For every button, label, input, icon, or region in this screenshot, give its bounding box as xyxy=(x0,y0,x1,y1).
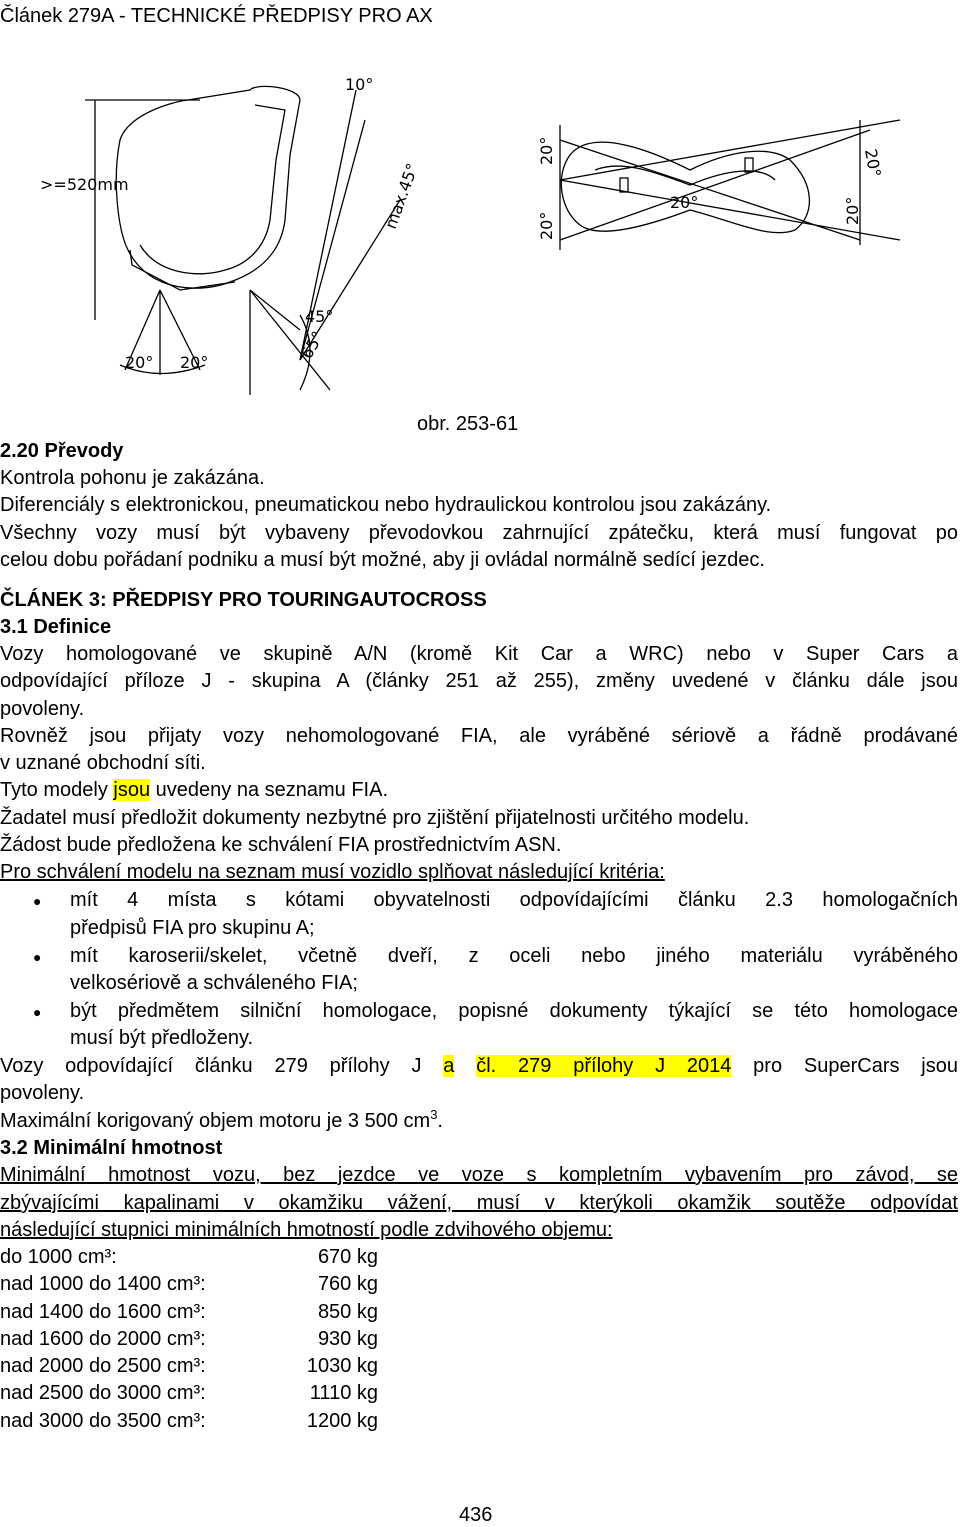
text-run: . xyxy=(437,1110,443,1132)
weight-value: 760 kg xyxy=(317,1273,378,1295)
list-item: musí být předloženy. xyxy=(70,1027,254,1049)
paragraph: Kontrola pohonu je zakázána. xyxy=(0,467,265,489)
paragraph: následující stupnici minimálních hmotností podle zdvihového objemu: xyxy=(0,1219,613,1241)
highlighted-text: a xyxy=(443,1055,455,1077)
figure-label: 10° xyxy=(345,75,374,94)
figure-label: 45° xyxy=(305,307,334,326)
figure-label: 20° xyxy=(537,136,556,165)
paragraph: v uznané obchodní síti. xyxy=(0,752,206,774)
text-run: uvedeny na seznamu FIA. xyxy=(150,779,389,801)
highlighted-text: čl. 279 přílohy J 2014 xyxy=(476,1055,732,1077)
weight-value: 1030 kg xyxy=(306,1355,378,1377)
paragraph: celou dobu pořádaní podniku a musí být možné, aby ji ovládal normálně sedící jezdec. xyxy=(0,549,765,571)
paragraph: Pro schválení modelu na seznam musí vozidlo splňovat následující kritéria: xyxy=(0,861,665,883)
weight-value: 1200 kg xyxy=(306,1410,378,1432)
figure-caption: obr. 253-61 xyxy=(417,413,519,435)
figure-label: 20° xyxy=(670,193,699,212)
superscript: 3 xyxy=(430,1107,438,1122)
paragraph: Diferenciály s elektronickou, pneumatickou nebo hydraulickou kontrolou jsou zakázány. xyxy=(0,494,772,516)
list-item: předpisů FIA pro skupinu A; xyxy=(70,917,315,939)
weight-range: nad 1600 do 2000 cm³: xyxy=(0,1328,206,1350)
section-heading: 3.1 Definice xyxy=(0,616,112,638)
paragraph: Rovněž jsou přijaty vozy nehomologované FIA, ale vyráběné sériově a řádně prodávané xyxy=(0,725,958,747)
weight-range: nad 3000 do 3500 cm³: xyxy=(0,1410,206,1432)
highlighted-text: jsou xyxy=(113,779,151,801)
list-item: velkosériově a schváleného FIA; xyxy=(70,972,358,994)
paragraph: Žadatel musí předložit dokumenty nezbytné pro zjištění přijatelnosti určitého modelu. xyxy=(0,807,750,829)
list-item: mít 4 místa s kótami obyvatelnosti odpovídajícími článku 2.3 homologačních xyxy=(70,889,958,911)
text-run: Vozy odpovídající článku 279 přílohy J xyxy=(0,1055,444,1077)
page-number: 436 xyxy=(459,1504,493,1526)
paragraph: povoleny. xyxy=(0,1082,85,1104)
figure-label: 20° xyxy=(843,196,862,225)
weight-range: nad 2000 do 2500 cm³: xyxy=(0,1355,206,1377)
weight-value: 930 kg xyxy=(317,1328,378,1350)
paragraph xyxy=(0,1109,443,1133)
list-item: mít karoserii/skelet, včetně dveří, z oceli nebo jiného materiálu vyráběného xyxy=(70,945,958,967)
section-heading: 2.20 Převody xyxy=(0,440,124,462)
paragraph xyxy=(0,1054,958,1078)
paragraph: Vozy homologované ve skupině A/N (kromě Kit Car a WRC) nebo v Super Cars a xyxy=(0,643,958,665)
weight-range: nad 2500 do 3000 cm³: xyxy=(0,1382,206,1404)
weight-range: nad 1400 do 1600 cm³: xyxy=(0,1301,206,1323)
paragraph: Žádost bude předložena ke schválení FIA prostřednictvím ASN. xyxy=(0,834,562,856)
paragraph xyxy=(0,778,388,802)
paragraph: povoleny. xyxy=(0,698,85,720)
seat-angle-figure xyxy=(0,60,960,420)
figure-label: 20° xyxy=(537,211,556,240)
text-run: Tyto modely xyxy=(0,779,114,801)
figure-label: 65° xyxy=(297,327,328,362)
article-heading: ČLÁNEK 3: PŘEDPISY PRO TOURINGAUTOCROSS xyxy=(0,589,487,611)
list-item: být předmětem silniční homologace, popisné dokumenty týkající se této homologace xyxy=(70,1000,958,1022)
figure-label: >=520mm xyxy=(40,175,129,194)
section-heading: 3.2 Minimální hmotnost xyxy=(0,1137,223,1159)
bullet-icon: ● xyxy=(33,893,42,909)
seat-top-view xyxy=(560,120,900,250)
paragraph: Minimální hmotnost vozu, bez jezdce ve voze s kompletním vybavením pro závod, se xyxy=(0,1164,958,1186)
bullet-icon: ● xyxy=(33,1004,42,1020)
weight-value: 1110 kg xyxy=(309,1382,378,1404)
text-run: Maximální korigovaný objem motoru je 3 500 cm xyxy=(0,1110,431,1132)
weight-range: do 1000 cm³: xyxy=(0,1246,117,1268)
page-header: Článek 279A - TECHNICKÉ PŘEDPISY PRO AX xyxy=(0,5,433,27)
bullet-icon: ● xyxy=(33,949,42,965)
weight-value: 850 kg xyxy=(317,1301,378,1323)
paragraph: Všechny vozy musí být vybaveny převodovkou zahrnující zpátečku, která musí fungovat po xyxy=(0,522,958,544)
figure-label: 20° xyxy=(861,147,885,179)
seat-side-view xyxy=(85,86,400,395)
weight-range: nad 1000 do 1400 cm³: xyxy=(0,1273,206,1295)
paragraph: zbývajícími kapalinami v okamžiku vážení, musí v kterýkoli okamžik soutěže odpovídat xyxy=(0,1192,958,1214)
paragraph: odpovídající příloze J - skupina A (články 251 až 255), změny uvedené v článku dále jsou xyxy=(0,670,958,692)
weight-value: 670 kg xyxy=(317,1246,378,1268)
text-run: pro SuperCars jsou xyxy=(731,1055,958,1077)
figure-label: max.45° xyxy=(380,160,423,232)
figure-label: 20° xyxy=(125,353,154,372)
figure-label: 20° xyxy=(180,353,209,372)
